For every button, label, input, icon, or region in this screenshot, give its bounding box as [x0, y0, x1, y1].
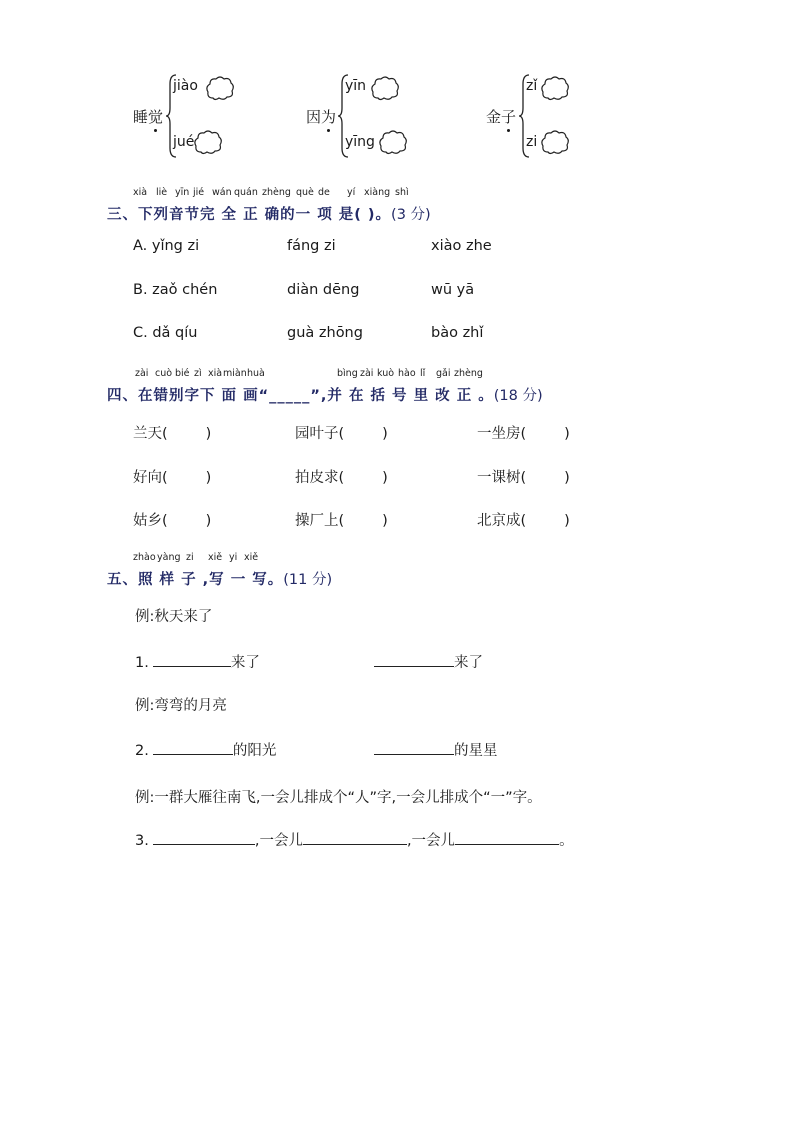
cloud-answer-box-icon[interactable] [370, 76, 400, 102]
cloud-answer-box-icon[interactable] [205, 76, 235, 102]
cloud-answer-box-icon[interactable] [540, 130, 570, 156]
correction-item: 操厂上( ) [295, 513, 388, 529]
pinyin-syllable: huà [247, 368, 265, 379]
answer-blank[interactable] [153, 652, 231, 667]
pinyin-syllable: yi [229, 552, 238, 563]
pinyin-syllable: xiàng [364, 187, 391, 198]
pinyin-syllable: shì [395, 187, 409, 198]
pinyin-syllable: zhèng [454, 368, 483, 379]
section4-score: (18 分) [493, 388, 543, 404]
pinyin-syllable: zhèng [262, 187, 291, 198]
cloud-answer-box-icon[interactable] [193, 130, 223, 156]
correction-item: 拍皮求( ) [295, 470, 388, 486]
pinyin-syllable: bié [175, 368, 190, 379]
section3-title: 三、下列音节完 全 正 确的一 项 是( )。(3 分) [107, 207, 431, 223]
pinyin-syllable: què [296, 187, 314, 198]
polyphone-group-1 [133, 70, 333, 162]
cloud-answer-box-icon[interactable] [378, 130, 408, 156]
example-1: 例:秋天来了 [135, 609, 213, 625]
pinyin-syllable: lǐ [420, 368, 426, 379]
pinyin-syllable: xià [208, 368, 223, 379]
correction-item: 一课树( ) [477, 470, 570, 486]
pinyin-syllable: xiě [208, 552, 223, 563]
answer-blank[interactable] [153, 830, 255, 845]
pinyin-syllable: jié [193, 187, 205, 198]
pinyin-syllable: bìng [337, 368, 358, 379]
question-3: 3. ,一会儿 ,一会儿 。 [135, 829, 574, 850]
section4-title: 四、在错别字下 面 画“_____”,并 在 括 号 里 改 正 。(18 分) [107, 388, 543, 404]
question-2b: 的星星 [374, 739, 498, 760]
dotted-char: 觉 [148, 108, 164, 126]
pinyin-syllable: yīn [175, 187, 190, 198]
pinyin-syllable: gǎi [436, 368, 451, 379]
question-2: 2. 的阳光 [135, 739, 276, 760]
pinyin-option-top: zǐ [526, 78, 538, 94]
dotted-char: 子 [501, 108, 517, 126]
answer-blank[interactable] [153, 740, 233, 755]
pinyin-syllable: kuò [377, 368, 395, 379]
pinyin-syllable: zhào [133, 552, 156, 563]
answer-blank[interactable] [303, 830, 407, 845]
option-c-1[interactable]: C. dǎ qíu [133, 325, 198, 341]
section3-score: (3 分) [391, 207, 431, 223]
polyphone-word: 金子 [486, 108, 517, 126]
pinyin-syllable: yàng [157, 552, 181, 563]
pinyin-syllable: quán [234, 187, 258, 198]
answer-blank[interactable] [455, 830, 559, 845]
pinyin-option-top: jiào [173, 78, 198, 94]
pinyin-option-bottom: yīng [345, 134, 375, 150]
pinyin-syllable: wán [212, 187, 232, 198]
section5-score: (11 分) [283, 572, 333, 588]
polyphone-group-3 [486, 70, 686, 162]
polyphone-word: 睡觉 [133, 108, 164, 126]
answer-blank[interactable] [374, 740, 454, 755]
option-c-3: bào zhǐ [431, 325, 484, 341]
pinyin-syllable: zi [186, 552, 194, 563]
pinyin-syllable: xià [133, 187, 148, 198]
question-1b: 来了 [374, 651, 483, 672]
pinyin-syllable: zì [194, 368, 202, 379]
correction-item: 好向( ) [133, 470, 212, 486]
pinyin-syllable: cuò [155, 368, 173, 379]
pinyin-syllable: de [318, 187, 330, 198]
correction-item: 一坐房( ) [477, 426, 570, 442]
option-b-3: wū yā [431, 282, 475, 298]
option-a-3: xiào zhe [431, 238, 492, 254]
answer-blank[interactable] [374, 652, 454, 667]
option-b-2: diàn dēng [287, 282, 360, 298]
example-3: 例:一群大雁往南飞,一会儿排成个“人”字,一会儿排成个“一”字。 [135, 790, 542, 806]
pinyin-syllable: yí [347, 187, 356, 198]
correction-item: 北京成( ) [477, 513, 570, 529]
cloud-answer-box-icon[interactable] [540, 76, 570, 102]
pinyin-syllable: xiě [244, 552, 259, 563]
pinyin-syllable: miàn [223, 368, 247, 379]
correction-item: 兰天( ) [133, 426, 212, 442]
polyphone-word: 因为 [306, 108, 337, 126]
pinyin-syllable: zài [135, 368, 149, 379]
pinyin-option-bottom: jué [173, 134, 195, 150]
example-2: 例:弯弯的月亮 [135, 698, 227, 714]
pinyin-option-bottom: zi [526, 134, 538, 150]
option-c-2: guà zhōng [287, 325, 363, 341]
option-b-1[interactable]: B. zaǒ chén [133, 282, 218, 298]
pinyin-option-top: yīn [345, 78, 367, 94]
correction-item: 园叶子( ) [295, 426, 388, 442]
option-a-2: fáng zi [287, 238, 336, 254]
polyphone-group-2 [306, 70, 506, 162]
question-1: 1. 来了 [135, 651, 260, 672]
pinyin-syllable: liè [156, 187, 168, 198]
pinyin-syllable: zài [360, 368, 374, 379]
option-a-1[interactable]: A. yǐng zi [133, 238, 200, 254]
correction-item: 姑乡( ) [133, 513, 212, 529]
pinyin-syllable: hào [398, 368, 416, 379]
section5-title: 五、照 样 子 ,写 一 写。(11 分) [107, 572, 333, 588]
dotted-char: 为 [321, 108, 337, 126]
